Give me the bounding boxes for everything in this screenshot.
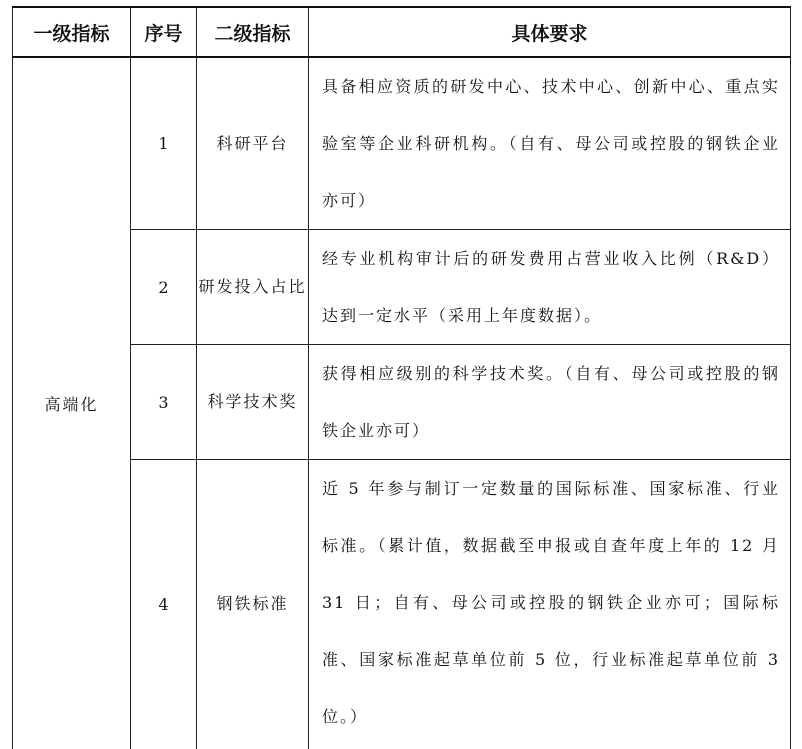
requirements-table xyxy=(12,6,791,749)
level2-cell: 研发投入占比 xyxy=(197,230,309,345)
header-requirement: 具体要求 xyxy=(309,7,791,57)
level1-cell: 高端化 xyxy=(13,57,131,749)
level2-cell: 钢铁标准 xyxy=(197,460,309,749)
header-row xyxy=(13,7,791,57)
header-seq: 序号 xyxy=(131,7,197,57)
requirement-cell: 近 5 年参与制订一定数量的国际标准、国家标准、行业标准。（累计值，数据截至申报或自查年度上年的 12 月 31 日；自有、母公司或控股的钢铁企业亦可；国际标准、国家标准起草单位前 5 位，行业标准起草单位前 3 位。） xyxy=(309,460,791,749)
requirement-cell: 获得相应级别的科学技术奖。（自有、母公司或控股的钢铁企业亦可） xyxy=(309,345,791,460)
header-level2: 二级指标 xyxy=(197,7,309,57)
seq-cell: 3 xyxy=(131,345,197,460)
seq-cell: 1 xyxy=(131,57,197,230)
level2-cell: 科学技术奖 xyxy=(197,345,309,460)
seq-cell: 2 xyxy=(131,230,197,345)
table-row xyxy=(13,57,791,230)
level2-cell: 科研平台 xyxy=(197,57,309,230)
requirement-cell: 经专业机构审计后的研发费用占营业收入比例（R&D）达到一定水平（采用上年度数据）。 xyxy=(309,230,791,345)
header-level1: 一级指标 xyxy=(13,7,131,57)
seq-cell: 4 xyxy=(131,460,197,749)
requirement-cell: 具备相应资质的研发中心、技术中心、创新中心、重点实验室等企业科研机构。（自有、母公司或控股的钢铁企业亦可） xyxy=(309,57,791,230)
